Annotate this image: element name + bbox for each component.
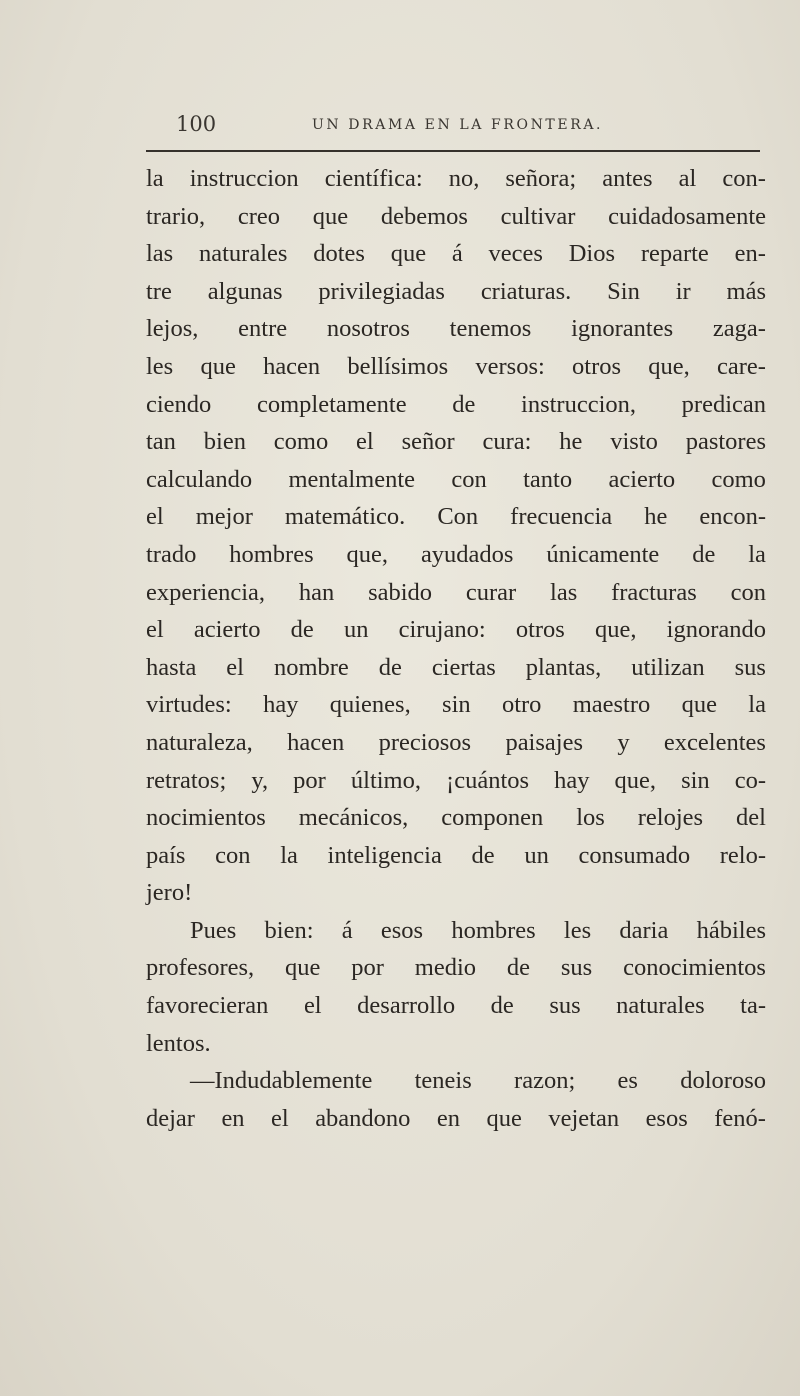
word: favorecieran (146, 992, 269, 1020)
word: ir (675, 277, 691, 305)
word: pastores (685, 428, 766, 456)
word: acierto (193, 616, 261, 644)
word: veces (488, 240, 543, 268)
word: han (298, 578, 335, 606)
word: algunas (207, 277, 283, 305)
text-line (146, 198, 766, 236)
word: con (451, 465, 487, 493)
word: no, (448, 165, 480, 192)
word: preciosos (378, 728, 472, 756)
word: vejetan (548, 1104, 620, 1132)
text-line (146, 310, 766, 348)
word: relojes (637, 804, 704, 832)
word: otros (572, 352, 622, 380)
text-line (146, 949, 766, 987)
word: que, (648, 352, 690, 380)
text-line (146, 799, 766, 837)
word: esos (380, 916, 424, 944)
word: más (726, 277, 766, 305)
text-line (146, 386, 766, 424)
word: con (215, 841, 251, 869)
word: hacen (263, 352, 321, 380)
word: científica: (324, 165, 423, 192)
word: componen (441, 804, 544, 832)
word: encon- (699, 503, 766, 531)
word: utilizan (631, 653, 705, 681)
word: ciendo (146, 390, 212, 418)
word: instruccion (189, 165, 299, 192)
word: curar (465, 578, 517, 606)
word: paisajes (505, 728, 583, 756)
word: y, (251, 766, 269, 794)
word: que (200, 352, 236, 380)
word: medio (414, 954, 477, 982)
word: retratos; (146, 766, 227, 794)
text-line (146, 498, 766, 536)
text-line (146, 461, 766, 499)
word: conocimientos (623, 954, 766, 982)
word: es (617, 1067, 638, 1095)
word: por (351, 954, 384, 982)
word: razon; (514, 1067, 576, 1095)
text-line (146, 987, 766, 1025)
word: predican (681, 390, 766, 418)
paragraph-first-line (146, 912, 766, 950)
word: otros (515, 616, 565, 644)
word: señora; (505, 165, 577, 192)
word: de (290, 616, 314, 644)
word: sabido (368, 578, 433, 606)
word: tenemos (449, 315, 532, 343)
word: el (271, 1104, 289, 1132)
word: sin (681, 766, 710, 794)
word: ciertas (431, 653, 496, 681)
word: completamente (256, 390, 407, 418)
text-line-content: jero! (146, 879, 193, 907)
word: Dios (568, 240, 616, 268)
word: de (692, 540, 716, 568)
word: he (559, 428, 583, 456)
word: del (736, 804, 766, 832)
word: co- (734, 766, 766, 794)
word: que, (614, 766, 657, 794)
word: último, (350, 766, 421, 794)
word: el (146, 616, 164, 644)
word: visto (610, 428, 658, 456)
page-number: 100 (176, 112, 217, 136)
word: doloroso (680, 1067, 766, 1095)
word: cirujano: (398, 616, 486, 644)
word: les (563, 916, 592, 944)
word: tan (146, 428, 176, 456)
word: tre (146, 277, 172, 305)
word: cuidadosamente (608, 202, 766, 230)
word: plantas, (525, 653, 602, 681)
text-line (146, 611, 766, 649)
word: entre (238, 315, 288, 343)
word: Sin (607, 277, 640, 305)
word: hacen (287, 728, 345, 756)
word: abandono (315, 1104, 411, 1132)
word: inteligencia (327, 841, 442, 869)
word: hay (554, 766, 590, 794)
paragraph-first-line (146, 1062, 766, 1100)
word: sus (560, 954, 593, 982)
text-line (146, 649, 766, 687)
word: quienes, (329, 691, 411, 719)
word: de (490, 992, 514, 1020)
word: relo- (719, 841, 766, 869)
word: acierto (608, 465, 676, 493)
body-text (146, 160, 766, 1137)
word: matemático. (284, 503, 406, 531)
word: y (617, 728, 630, 756)
word: con- (722, 165, 766, 192)
word: les (146, 352, 174, 380)
word: de (452, 390, 476, 418)
text-line-content: lentos. (146, 1029, 211, 1057)
word: cura: (482, 428, 532, 456)
word: —Indudablemente (190, 1067, 373, 1095)
word: en- (734, 240, 766, 268)
word: las (550, 578, 578, 606)
word: zaga- (712, 315, 766, 343)
word: reparte (640, 240, 709, 268)
word: el (356, 428, 374, 456)
text-line (146, 837, 766, 875)
word: hasta (146, 653, 197, 681)
word: creo (237, 202, 281, 230)
running-title: UN DRAMA EN LA FRONTERA. (312, 117, 604, 133)
word: frecuencia (510, 503, 613, 531)
word: señor (401, 428, 455, 456)
word: care- (717, 352, 766, 380)
word: la (748, 540, 766, 568)
word: otro (501, 691, 542, 719)
word: el (303, 992, 322, 1020)
word: la (146, 165, 164, 192)
text-line (146, 762, 766, 800)
word: bellísimos (347, 352, 449, 380)
word: en (221, 1104, 245, 1132)
word: la (748, 691, 766, 719)
word: fenó- (714, 1104, 766, 1132)
word: como (711, 465, 766, 493)
word: antes (602, 165, 653, 192)
word: al (678, 165, 697, 192)
word: bien: (264, 916, 314, 944)
word: excelentes (663, 728, 766, 756)
word: mentalmente (288, 465, 416, 493)
word: ¡cuántos (446, 766, 530, 794)
word: que (681, 691, 717, 719)
word: dejar (146, 1104, 195, 1132)
word: ignorantes (571, 315, 674, 343)
word: á (451, 240, 463, 268)
word: sus (549, 992, 581, 1020)
word: daria (619, 916, 669, 944)
word: únicamente (546, 540, 660, 568)
word: desarrollo (357, 992, 456, 1020)
word: cultivar (500, 202, 576, 230)
word: un (524, 841, 549, 869)
word: país (146, 841, 186, 869)
word: ta- (740, 992, 766, 1020)
word: que (390, 240, 427, 268)
word: hábiles (696, 916, 766, 944)
word: versos: (475, 352, 545, 380)
header-rule (146, 150, 760, 152)
word: nombre (273, 653, 349, 681)
text-line (146, 574, 766, 612)
word: experiencia, (146, 578, 266, 606)
word: teneis (414, 1067, 472, 1095)
word: dotes (313, 240, 365, 268)
word: que (486, 1104, 522, 1132)
word: Con (437, 503, 479, 531)
word: lejos, (146, 315, 199, 343)
text-line (146, 423, 766, 461)
text-line (146, 160, 766, 198)
word: los (576, 804, 605, 832)
word: de (471, 841, 495, 869)
word: hombres (229, 540, 314, 568)
word: calculando (146, 465, 253, 493)
word: que, (594, 616, 637, 644)
word: esos (645, 1104, 688, 1132)
word: en (436, 1104, 461, 1132)
word: con (730, 578, 766, 606)
word: nosotros (326, 315, 410, 343)
word: como (273, 428, 329, 456)
word: á (341, 916, 353, 944)
word: el (226, 653, 244, 681)
word: de (378, 653, 402, 681)
word: naturaleza, (146, 728, 253, 756)
word: he (644, 503, 668, 531)
word: la (280, 841, 298, 869)
paragraph-last-line (146, 1025, 766, 1063)
word: criaturas. (480, 277, 572, 305)
word: trario, (146, 202, 206, 230)
text-line (146, 348, 766, 386)
word: hombres (451, 916, 536, 944)
word: que (312, 202, 349, 230)
word: Pues (190, 916, 237, 944)
word: fracturas (611, 578, 697, 606)
word: naturales (199, 240, 288, 268)
word: debemos (380, 202, 468, 230)
word: las (146, 240, 174, 268)
word: que (285, 954, 321, 982)
word: un (343, 616, 369, 644)
word: virtudes: (146, 691, 232, 719)
word: maestro (572, 691, 651, 719)
word: nocimientos (146, 804, 266, 832)
word: que, (346, 540, 389, 568)
word: tanto (523, 465, 573, 493)
word: sin (442, 691, 471, 719)
word: mejor (195, 503, 253, 531)
text-line (146, 724, 766, 762)
text-line (146, 273, 766, 311)
text-line (146, 686, 766, 724)
word: bien (203, 428, 246, 456)
word: ayudados (420, 540, 514, 568)
word: sus (734, 653, 766, 681)
word: de (506, 954, 531, 982)
word: privilegiadas (318, 277, 445, 305)
word: profesores, (146, 954, 255, 982)
word: por (293, 766, 326, 794)
word: mecánicos, (298, 804, 409, 832)
word: trado (146, 540, 197, 568)
word: hay (263, 691, 299, 719)
paragraph-last-line (146, 874, 766, 912)
text-line (146, 536, 766, 574)
word: consumado (578, 841, 691, 869)
text-line (146, 1100, 766, 1138)
word: el (146, 503, 164, 531)
text-line (146, 235, 766, 273)
word: ignorando (666, 616, 766, 644)
word: instruccion, (521, 390, 637, 418)
running-head (176, 112, 756, 140)
word: naturales (616, 992, 705, 1020)
